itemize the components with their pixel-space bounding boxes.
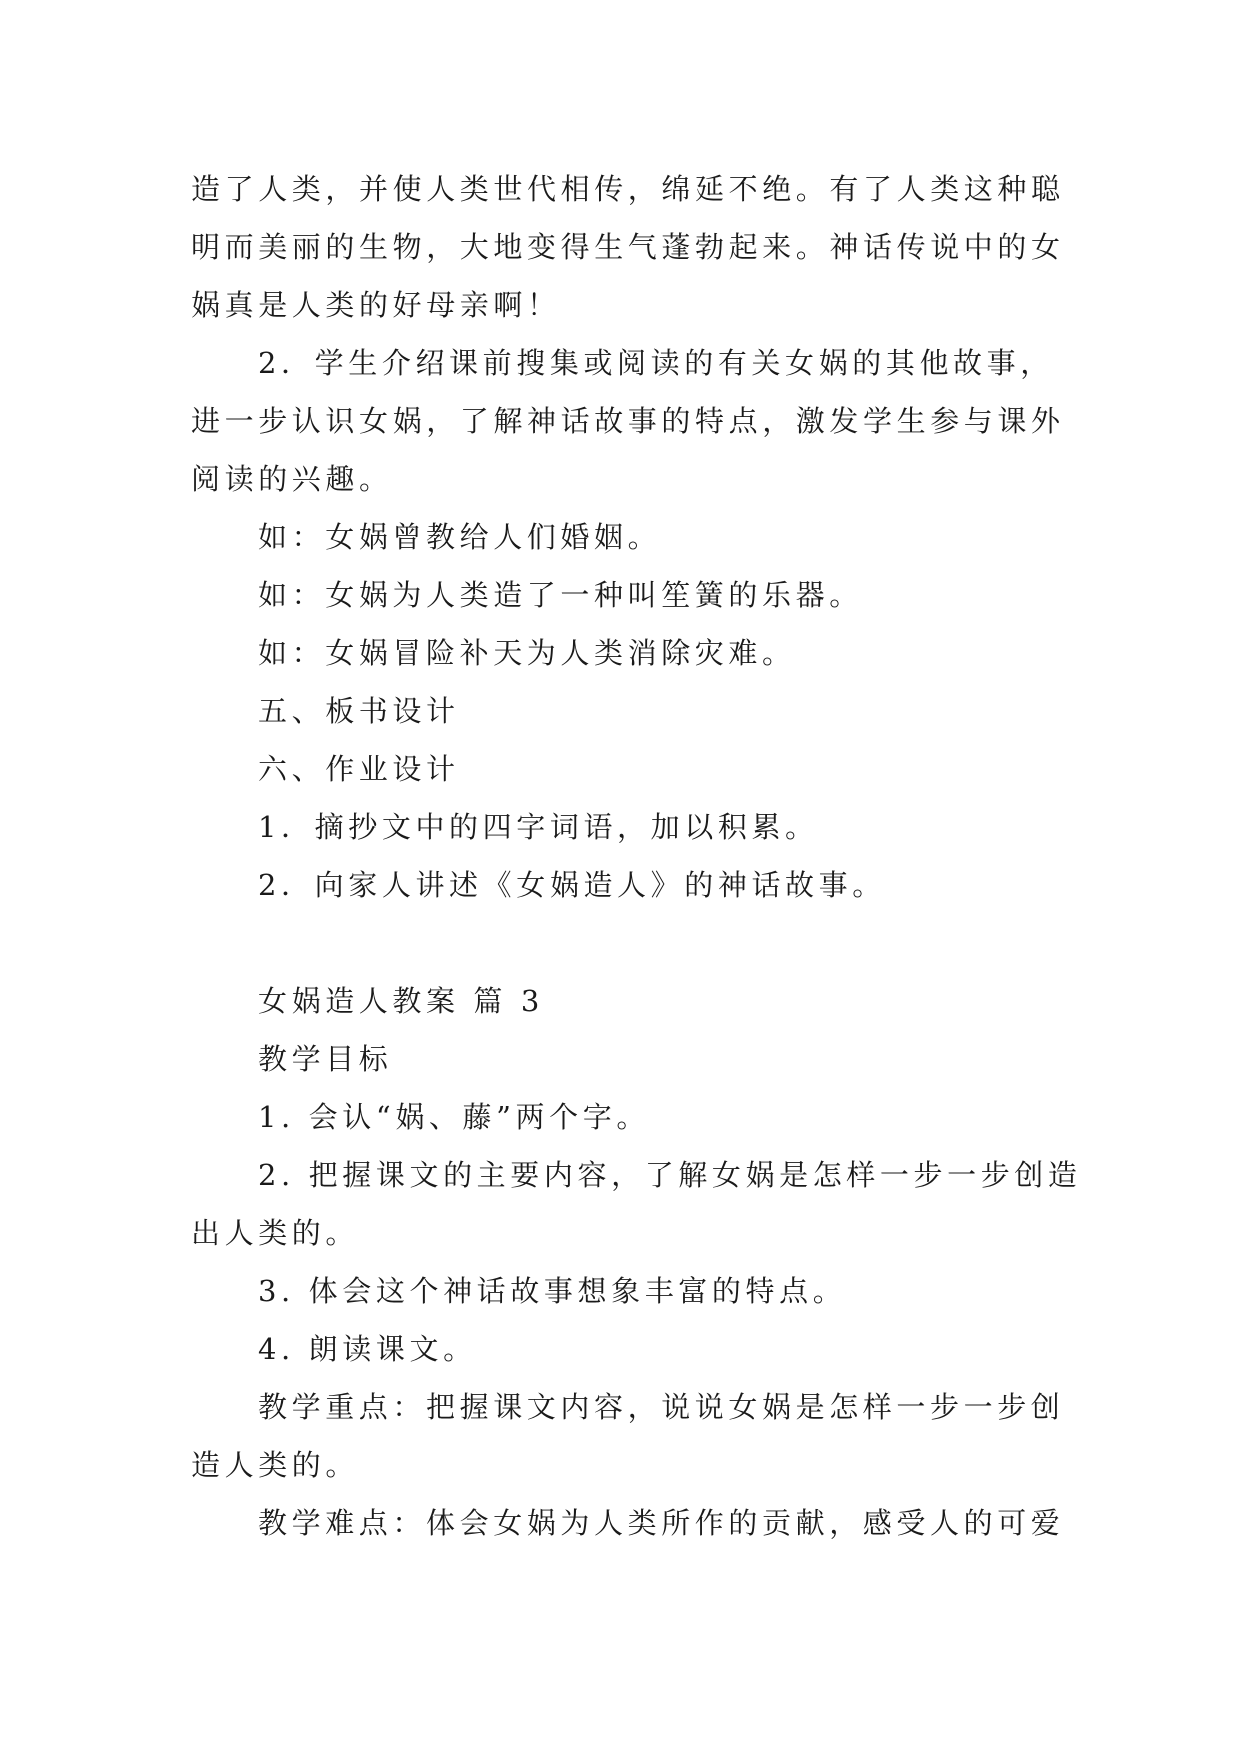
list-item: 2．向家人讲述《女娲造人》的神话故事。 — [258, 868, 886, 902]
list-item: 1. 会认“娲、藤”两个字。 — [258, 1100, 650, 1134]
paragraph-line: 出人类的。 — [191, 1216, 360, 1250]
example-line: 如：女娲冒险补天为人类消除灾难。 — [258, 636, 796, 670]
paragraph-line: 2．学生介绍课前搜集或阅读的有关女娲的其他故事， — [258, 346, 1054, 380]
paragraph-line: 明而美丽的生物，大地变得生气蓬勃起来。神话传说中的女 — [191, 230, 1065, 264]
article-title: 女娲造人教案 篇 3 — [258, 984, 544, 1018]
paragraph-line: 造人类的。 — [191, 1448, 360, 1482]
blank-spacer — [191, 914, 1051, 972]
section-heading: 六、作业设计 — [258, 752, 460, 786]
list-item: 2. 把握课文的主要内容，了解女娲是怎样一步一步创造 — [258, 1158, 1082, 1192]
section-heading: 五、板书设计 — [258, 694, 460, 728]
paragraph-line: 娲真是人类的好母亲啊！ — [191, 288, 561, 322]
section-heading: 教学目标 — [258, 1042, 393, 1076]
list-item: 1．摘抄文中的四字词语，加以积累。 — [258, 810, 819, 844]
paragraph-line: 教学难点：体会女娲为人类所作的贡献，感受人的可爱 — [258, 1506, 1065, 1540]
paragraph-line: 造了人类，并使人类世代相传，绵延不绝。有了人类这种聪 — [191, 172, 1065, 206]
example-line: 如：女娲为人类造了一种叫笙簧的乐器。 — [258, 578, 863, 612]
list-item: 3. 体会这个神话故事想象丰富的特点。 — [258, 1274, 847, 1308]
document-body — [191, 160, 1082, 1552]
paragraph-line: 阅读的兴趣。 — [191, 462, 393, 496]
paragraph-line: 进一步认识女娲，了解神话故事的特点，激发学生参与课外 — [191, 404, 1065, 438]
list-item: 4. 朗读课文。 — [258, 1332, 477, 1366]
paragraph-line: 教学重点：把握课文内容，说说女娲是怎样一步一步创 — [258, 1390, 1065, 1424]
example-line: 如：女娲曾教给人们婚姻。 — [258, 520, 662, 554]
